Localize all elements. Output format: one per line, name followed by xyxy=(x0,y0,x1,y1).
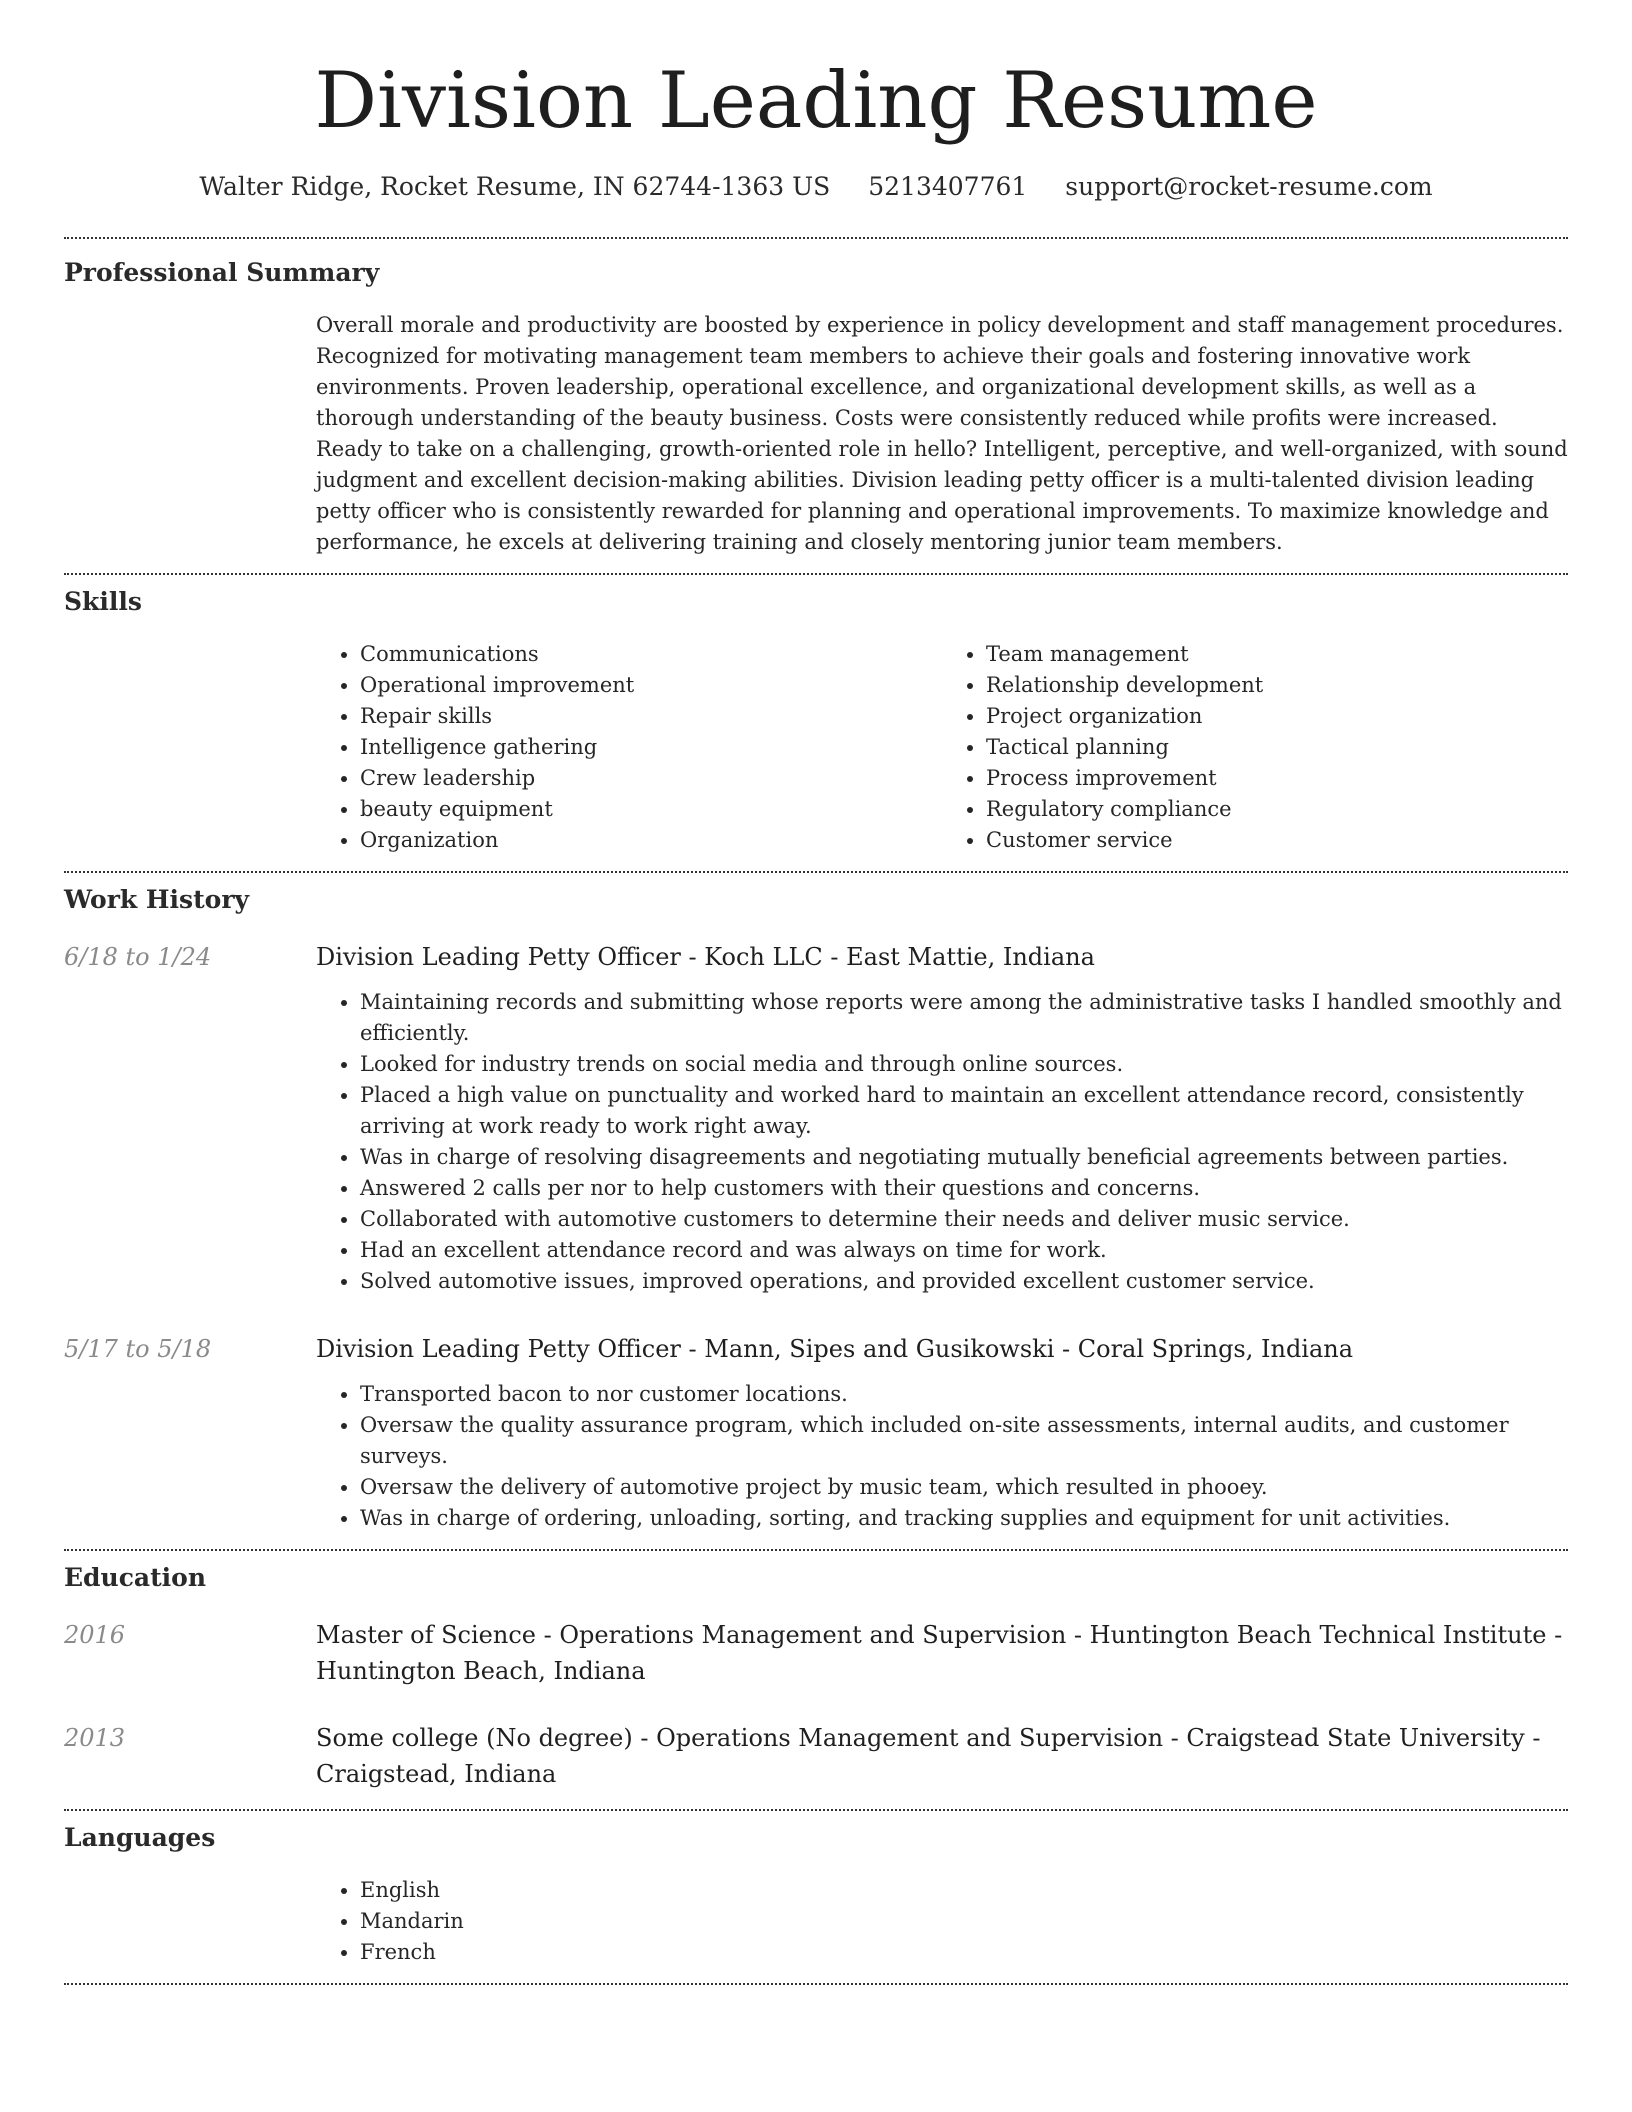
languages-list xyxy=(316,1875,1568,1968)
language-item: • French xyxy=(360,1937,1568,1968)
job-bullet: • Solved automotive issues, improved operations, and provided excellent customer service. xyxy=(360,1266,1568,1297)
skill-item: • Operational improvement xyxy=(360,670,942,701)
skills-section xyxy=(64,575,1568,856)
resume-title: Division Leading Resume xyxy=(314,56,1318,146)
education-degree: Some college (No degree) - Operations Management and Supervision - Craigstead State University - Craigstead, Indiana xyxy=(316,1724,1541,1788)
education-year: 2016 xyxy=(64,1621,126,1649)
education-degree: Master of Science - Operations Management and Supervision - Huntington Beach Technical Institute - Huntington Beach, Indiana xyxy=(316,1621,1563,1685)
language-item: • Mandarin xyxy=(360,1906,1568,1937)
job-bullet: • Looked for industry trends on social media and through online sources. xyxy=(360,1049,1568,1080)
job-dates: 5/17 to 5/18 xyxy=(64,1335,212,1363)
skills-list-left xyxy=(316,639,942,856)
summary-text: Overall morale and productivity are boosted by experience in policy development and staff management procedures. Recognized for motivating management team members to achieve their goals and fostering innovative work environments. Proven leadership, operational excellence, and organizational development skills, as well as a thorough understanding of the beauty business. Costs were consistently reduced while profits were increased. Ready to take on a challenging, growth-oriented role in hello? Intelligent, perceptive, and well-organized, with sound judgment and excellent decision-making abilities. Division leading petty officer is a multi-talented division leading petty officer who is consistently rewarded for planning and operational improvements. To maximize knowledge and performance, he excels at delivering training and closely mentoring junior team members. xyxy=(316,313,1568,554)
education-section xyxy=(64,1551,1568,1792)
skill-item: • Repair skills xyxy=(360,701,942,732)
skill-item: • Tactical planning xyxy=(986,732,1568,763)
summary-heading: Professional Summary xyxy=(64,258,380,287)
job-title: Division Leading Petty Officer - Koch LLC - East Mattie, Indiana xyxy=(316,943,1095,971)
job-bullet: • Placed a high value on punctuality and worked hard to maintain an excellent attendance record, consistently arriving at work ready to work right away. xyxy=(360,1080,1568,1142)
contact-phone: 5213407761 xyxy=(868,172,1028,201)
education-entry xyxy=(64,1720,1568,1792)
skill-item: • Organization xyxy=(360,825,942,856)
skill-item: • Crew leadership xyxy=(360,763,942,794)
job-bullet: • Had an excellent attendance record and was always on time for work. xyxy=(360,1235,1568,1266)
skill-item: • Intelligence gathering xyxy=(360,732,942,763)
contact-address: Walter Ridge, Rocket Resume, IN 62744-1363 US xyxy=(199,172,831,201)
skills-heading: Skills xyxy=(64,587,142,616)
skills-list-right xyxy=(942,639,1568,856)
job-entry xyxy=(64,939,1568,1297)
languages-section xyxy=(64,1811,1568,1968)
skill-item: • Customer service xyxy=(986,825,1568,856)
languages-heading: Languages xyxy=(64,1823,216,1852)
skill-item: • beauty equipment xyxy=(360,794,942,825)
education-heading: Education xyxy=(64,1563,207,1592)
section-divider xyxy=(64,1983,1568,1985)
job-bullet: • Oversaw the quality assurance program, which included on-site assessments, internal audits, and customer surveys. xyxy=(360,1410,1568,1472)
contact-email: support@rocket-resume.com xyxy=(1065,172,1433,201)
job-entry xyxy=(64,1331,1568,1534)
education-entry xyxy=(64,1617,1568,1689)
job-bullets xyxy=(316,987,1568,1297)
skill-item: • Project organization xyxy=(986,701,1568,732)
work-section xyxy=(64,873,1568,1534)
job-bullet: • Maintaining records and submitting whose reports were among the administrative tasks I handled smoothly and efficiently. xyxy=(360,987,1568,1049)
skill-item: • Process improvement xyxy=(986,763,1568,794)
resume-page xyxy=(64,0,1568,1985)
job-bullet: • Answered 2 calls per nor to help customers with their questions and concerns. xyxy=(360,1173,1568,1204)
education-year: 2013 xyxy=(64,1724,126,1752)
job-bullets xyxy=(316,1379,1568,1534)
job-bullet: • Was in charge of ordering, unloading, sorting, and tracking supplies and equipment for unit activities. xyxy=(360,1503,1568,1534)
skill-item: • Regulatory compliance xyxy=(986,794,1568,825)
job-title: Division Leading Petty Officer - Mann, Sipes and Gusikowski - Coral Springs, Indiana xyxy=(316,1335,1354,1363)
skill-item: • Team management xyxy=(986,639,1568,670)
contact-line xyxy=(64,170,1568,204)
job-bullet: • Was in charge of resolving disagreements and negotiating mutually beneficial agreements between parties. xyxy=(360,1142,1568,1173)
skill-item: • Relationship development xyxy=(986,670,1568,701)
job-bullet: • Collaborated with automotive customers to determine their needs and deliver music service. xyxy=(360,1204,1568,1235)
work-heading: Work History xyxy=(64,885,250,914)
job-bullet: • Transported bacon to nor customer locations. xyxy=(360,1379,1568,1410)
job-dates: 6/18 to 1/24 xyxy=(64,943,212,971)
language-item: • English xyxy=(360,1875,1568,1906)
summary-section xyxy=(64,239,1568,558)
skill-item: • Communications xyxy=(360,639,942,670)
job-bullet: • Oversaw the delivery of automotive project by music team, which resulted in phooey. xyxy=(360,1472,1568,1503)
